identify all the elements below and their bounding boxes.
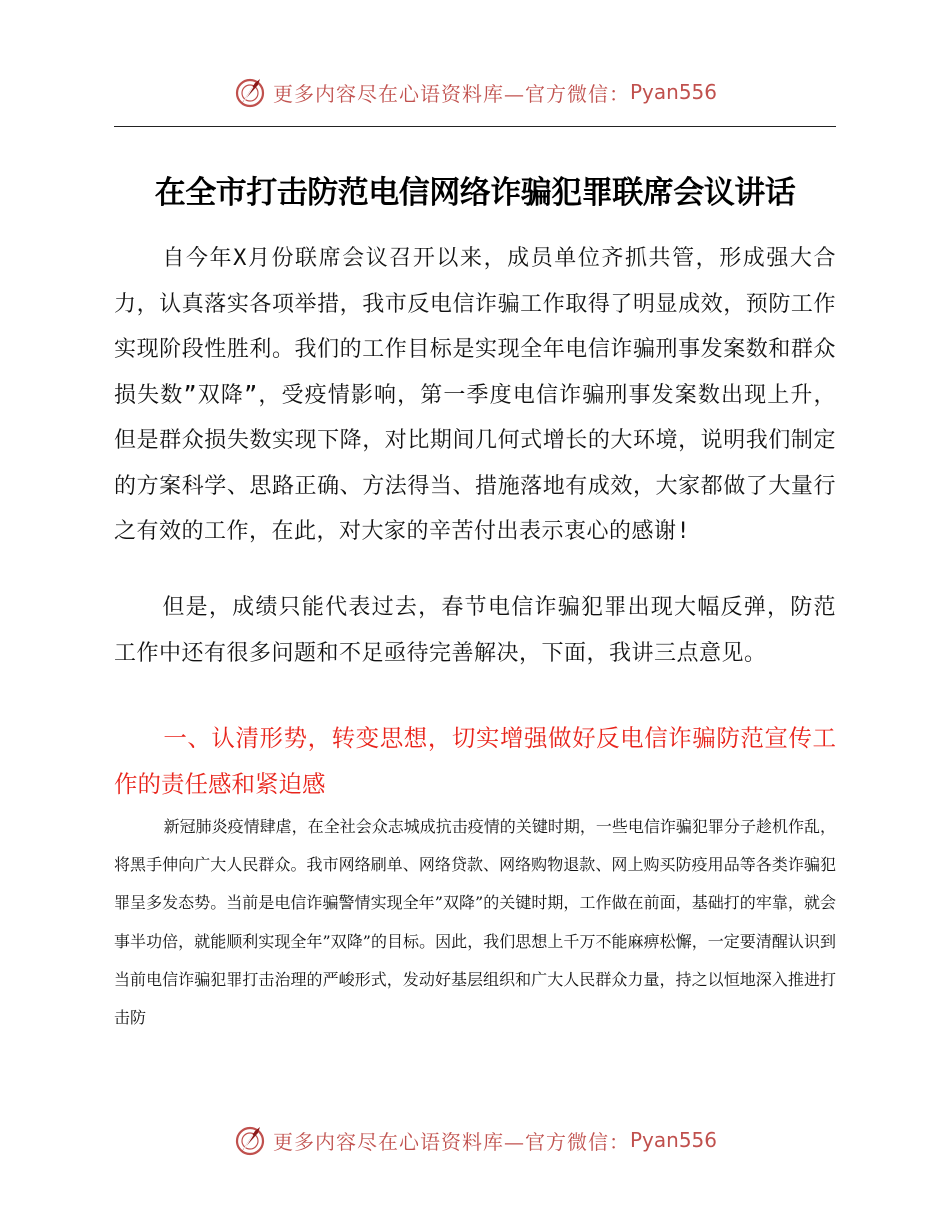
pen-nib-logo-icon bbox=[233, 1123, 267, 1157]
section-1-body-text: 新冠肺炎疫情肆虐，在全社会众志城成抗击疫情的关键时期，一些电信诈骗犯罪分子趁机作乱，将黑手伸向广大人民群众。我市网络刷单、网络贷款、网络购物退款、网上购买防疫用品等各类诈骗犯罪呈多发态势。当前是电信诈骗警情实现全年”双降”的关键时期，工作做在前面，基础打的牢靠，就会事半功倍，就能顺利实现全年”双降”的目标。因此，我们思想上千万不能麻痹松懈，一定要清醒认识到当前电信诈骗犯罪打击治理的严峻形式，发动好基层组织和广大人民群众力量，持之以恒地深入推进打击防 bbox=[114, 817, 836, 1028]
banner-text: 更多内容尽在心语资料库—官方微信： bbox=[272, 81, 630, 106]
banner-wechat-id: Pyan556 bbox=[629, 80, 717, 104]
paragraph-1 bbox=[114, 236, 836, 555]
section-1-heading: 一、认清形势，转变思想，切实增强做好反电信诈骗防范宣传工作的责任感和紧迫感 bbox=[114, 724, 836, 798]
document-title: 在全市打击防范电信网络诈骗犯罪联席会议讲话 bbox=[154, 175, 796, 211]
header-banner bbox=[0, 72, 950, 112]
section-1-body bbox=[114, 808, 836, 1037]
header-divider bbox=[114, 126, 836, 127]
pen-nib-logo-icon bbox=[233, 75, 267, 109]
footer-banner-text: 更多内容尽在心语资料库—官方微信： bbox=[272, 1129, 630, 1154]
paragraph-2 bbox=[114, 585, 836, 676]
footer-banner-wechat-id: Pyan556 bbox=[629, 1128, 717, 1152]
paragraph-1-text: 自今年X月份联席会议召开以来，成员单位齐抓共管，形成强大合力，认真落实各项举措，我市反电信诈骗工作取得了明显成效，预防工作实现阶段性胜利。我们的工作目标是实现全年电信诈骗刑事发案数和群众损失数”双降”，受疫情影响，第一季度电信诈骗刑事发案数出现上升，但是群众损失数实现下降，对比期间几何式增长的大环境，说明我们制定的方案科学、思路正确、方法得当、措施落地有成效，大家都做了大量行之有效的工作，在此，对大家的辛苦付出表示衷心的感谢! bbox=[114, 246, 836, 544]
paragraph-2-text: 但是，成绩只能代表过去，春节电信诈骗犯罪出现大幅反弹，防范工作中还有很多问题和不足亟待完善解决，下面，我讲三点意见。 bbox=[114, 595, 836, 666]
footer-banner bbox=[0, 1120, 950, 1160]
